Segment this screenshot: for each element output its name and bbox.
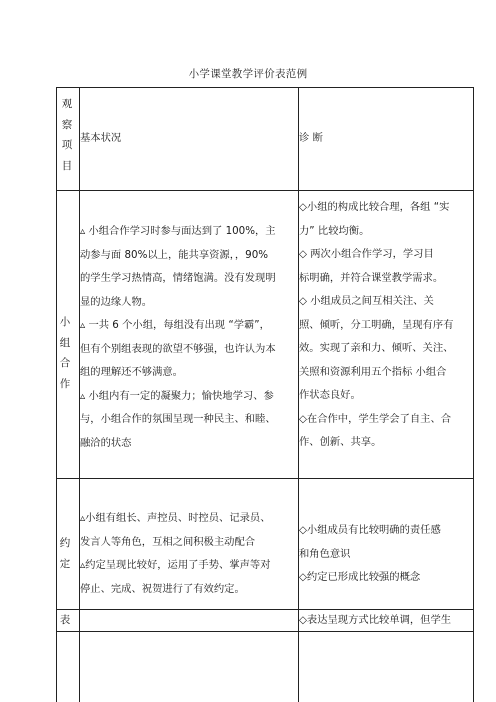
text-line: 发言人等角色，互相之间积极主动配合: [80, 535, 256, 548]
text-line: 的学生学习热情高，情绪饱满。没有发现明: [80, 272, 276, 284]
text-line: 融洽的状态: [80, 436, 132, 449]
text-line: 作、创新、共享。: [299, 436, 382, 448]
table-border-top: [56, 87, 474, 88]
page-title: 小学课堂教学评价表范例: [188, 68, 308, 80]
text-line: 照、倾听，分工明确，呈现有序有: [299, 318, 454, 331]
text-line: 停止、完成、祝贺进行了有效约定。: [80, 582, 245, 595]
table-row-divider-2: [56, 478, 474, 479]
text-line: 关照和资源利用五个指标 小组合: [299, 365, 447, 378]
row-cooperation-basic: [80, 220, 276, 455]
text-line: ◇ 小组成员之间互相关注、关: [299, 295, 434, 307]
text-line: ◇小组的构成比较合理，各组 “实: [299, 201, 450, 213]
text-line: 但有个别组表现的欲望不够强，也许认为本: [80, 342, 276, 355]
text-line: ▵小组有组长、声控员、时控员、记录员、: [80, 512, 271, 524]
text-line: 力” 比较均衡。: [299, 224, 370, 237]
header-basic-situation: 基本状况: [80, 132, 122, 144]
text-line: ◇约定已形成比较强的概念: [299, 571, 421, 583]
text-line: 和角色意识: [299, 547, 351, 560]
text-line: ▵ 小组合作学习时参与面达到了 100%，主: [80, 225, 276, 237]
text-line: 显的边缘人物。: [80, 295, 153, 308]
text-line: ▵约定呈现比较好，运用了手势、掌声等对: [80, 559, 271, 571]
text-line: 效。实现了亲和力、倾听、关注、: [299, 342, 454, 354]
row-label-group-cooperation: 小 组 合 作: [59, 316, 71, 390]
text-line: 与，小组合作的氛围呈现一种民主、和睦、: [80, 413, 276, 425]
text-line: ◇在合作中，学生学会了自主、合: [299, 412, 452, 425]
row-expression-diagnosis: [299, 609, 451, 633]
row-agreement-basic: [80, 507, 271, 601]
text-line: ◇表达呈现方式比较单调，但学生: [299, 614, 452, 626]
header-diagnosis: 诊 断: [299, 132, 323, 144]
text-line: 动参与面 80%以上，能共享资源，，90%: [80, 248, 269, 261]
row-cooperation-diagnosis: [299, 196, 453, 455]
row-agreement-diagnosis: [299, 519, 441, 590]
text-line: 组的理解还不够满意。: [80, 366, 183, 378]
row-label-agreement: 约 定: [59, 537, 71, 570]
text-line: 标明确，并符合课堂教学需求。: [299, 271, 444, 284]
text-line: ▵ 小组内有一定的凝聚力；愉快地学习、参: [80, 389, 274, 402]
text-line: 作状态良好。: [299, 389, 361, 401]
header-observation-item: 观 察 项 目: [61, 98, 73, 172]
table-row-divider-1: [56, 190, 474, 191]
row-label-expression: 表: [59, 614, 71, 626]
text-line: ◇小组成员有比较明确的责任感: [299, 524, 441, 536]
text-line: ◇ 两次小组合作学习，学习目: [299, 248, 434, 260]
text-line: ▵ 一共 6 个小组，每组没有出现 “学霸”，: [80, 319, 270, 331]
